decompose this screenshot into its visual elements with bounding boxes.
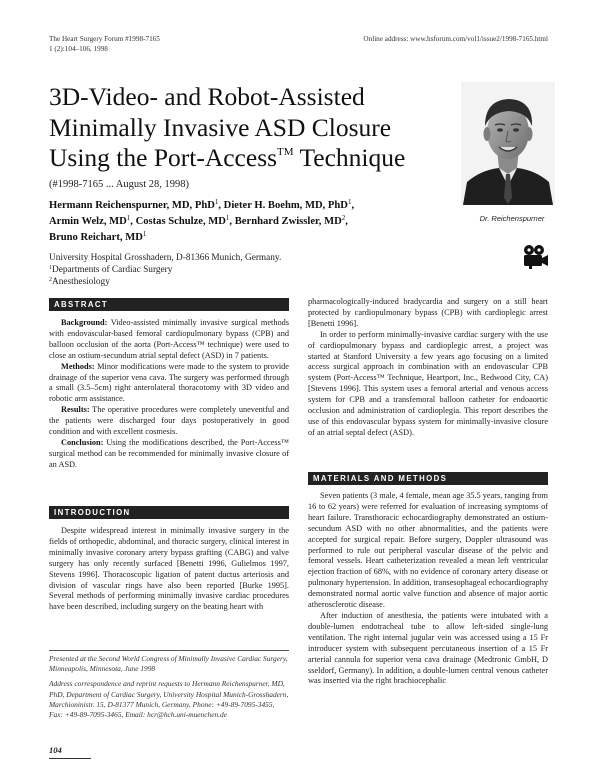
running-header-left (49, 35, 160, 54)
author-list: Hermann Reichenspurner, MD, PhD$^1$, Dieter H. Boehm, MD, PhD$^1$, Armin Welz, $MD^1$, Costas Schulze, $MD^1$, Bernhard Zwissler, $MD^2$, Bruno Reichart, $MD^1$ (49, 198, 355, 243)
introduction-body (49, 526, 289, 613)
online-address: Online address: www.hsforum.com/vol1/issue2/1998-7165.html (363, 35, 548, 43)
section-heading-introduction: INTRODUCTION (49, 506, 289, 519)
trademark-mark: TM (277, 146, 294, 158)
volume-info: 1 (2):104–106, 1998 (49, 44, 108, 53)
intro-paragraph-2: In order to perform minimally-invasive cardiac surgery with the use of cardiopulmonary bypass and cardioplegic arrest, a project was started at Stanford University a few years ago focusing on a limited access surgical approach in combination with an endovascular CPB system (Port-Access™ Technique, Heartport, Inc., Redwood City, CA) [Stevens 1996]. This system uses a femoral arterial and venous access system for CPB and a transfemoral balloon catheter for endoaortic occlusion and administration of cardioplegia. This report describes the use of this endovascular bypass system for minimally-invasive closure of an atrial septal defect (ASD). (308, 329, 548, 437)
page-number: 104 (49, 745, 62, 755)
institution: University Hospital Grosshadern, D-81366 Munich, Germany. (49, 253, 282, 263)
abstract-body (49, 318, 289, 471)
affiliation-1: $^1$Departments of Cardiac Surgery (49, 265, 173, 275)
methods-paragraph-1: Seven patients (3 male, 4 female, mean age 35.5 years, ranging from 16 to 62 years) were referred for evaluation of increasing symptoms of heart failure. Transthoracic echocardiography demonstrated an ostium-secundum ASD with no other abnormalities, and the patients were accepted for surgical repair. Before surgery, Doppler ultrasound was performed to rule out peripheral vascular disease of the pelvic and femoral vessels. Heart catheterization revealed a mean left ventricular ejection fraction of 68%, with no evidence of coronary artery disease or pulmonary hypertension. In addition, transesophageal echocardiography demonstrated normal aortic valve function and absence of major aortic atherosclerotic disease. (308, 491, 548, 610)
intro-continued-paragraph: pharmacologically-induced bradycardia and surgery on a still heart protected by cardiopulmonary bypass (CPB) with cardioplegic arrest [Benetti 1996]. (308, 297, 548, 328)
introduction-paragraph: Despite widespread interest in minimally invasive surgery in the fields of orthopedic, abdominal, and thoracic surgery, clinical interest in minimally invasive coronary artery bypass grafting (CABG) and valve surgery has only recently surfaced [Benetti 1996, Gulielmos 1997, Stevens 1996]. Thoracoscopic ligation of patent ductus arteriosis and division of vascular rings have also been reported [Burke 1995]. Several methods of performing minimally invasive cardiac procedures have been described, including surgery on the beating heart with (49, 526, 289, 612)
author: Dieter H. Boehm, MD, PhD (223, 200, 348, 211)
abstract-conclusion: Conclusion: Using the modifications described, the Port-Access™ surgical method can be recommended for minimally invasive closure of an ASD. (49, 437, 289, 469)
journal-name: The Heart Surgery Forum #1998-7165 (49, 35, 160, 43)
author: Bruno Reichart, MD (49, 231, 143, 243)
abstract-results: Results: The operative procedures were completely uneventful and the patients were discharged four days postoperatively in good condition and with excellent cosmesis. (49, 405, 289, 437)
title-line-2: Minimally Invasive ASD Closure (49, 112, 392, 142)
author: Costas Schulze, MD (135, 215, 226, 227)
abstract-background: Background: Video-assisted minimally invasive surgical methods with endovascular-based femoral cardiopulmonary bypass (CPB) and balloon occlusion of the aorta (Port-Access™ technique) were used to close an ostium-secundum atrial septal defect (ASD) in 7 patients. (49, 318, 289, 360)
author: Hermann Reichenspurner, MD, PhD (49, 200, 215, 211)
title-line-3: Using the Port-Access™ Technique (49, 143, 406, 172)
correspondence-address: Address correspondence and reprint requests to Hermann Reichenspurner, MD, PhD, Department of Cardiac Surgery, University Hospital Munich-Grosshadern, Marchioninistr. 15, D-81377 Munich, Germany, Phone: +49-89-7095-3455, Fax: +49-89-7095-3465, Email: hcr@hch.uni-muenchen.de (49, 679, 289, 720)
section-heading-abstract: ABSTRACT (49, 298, 289, 311)
article-title (49, 82, 449, 174)
article-id-date: (#1998-7165 ... August 28, 1998) (49, 179, 189, 190)
presented-note: Presented at the Second World Congress of Minimally Invasive Cardiac Surgery, Minneapolis, Minnesota, June 1998 (49, 654, 288, 674)
author-portrait-image (461, 82, 555, 205)
materials-methods-body (308, 491, 548, 687)
abstract-methods: Methods: Minor modifications were made to the system to provide drainage of the superior vena cava. The surgery was performed through a small (3.5–5cm) right anterolateral thoracotomy with 3D video and robotic arm assistance. (49, 361, 289, 404)
page-number-rule (49, 758, 91, 759)
video-camera-icon[interactable] (521, 244, 549, 270)
author: Bernhard Zwissler, MD (234, 215, 342, 227)
affiliations (49, 252, 281, 288)
methods-paragraph-2: After induction of anesthesia, the patients were intubated with a double-lumen endotracheal tube to allow left-sided single-lung ventilation. The right internal jugular vein was accessed using a 15 Fr introducer system with subsequent percutaneous insertion of a 15 Fr arterial cannula for superior vena cava drainage (Medtronic GmbH, D sseldorf, Germany). In addition, a double-lumen central venous catheter was inserted via the right brachiocephalic (308, 610, 548, 686)
author-photo (461, 82, 555, 205)
section-heading-materials-methods: MATERIALS AND METHODS (308, 472, 548, 485)
affiliation-2: $^2$Anesthesiology (49, 277, 110, 287)
photo-caption: Dr. Reichenspurner (479, 214, 545, 223)
right-column-intro-continued (308, 297, 548, 439)
author: Armin Welz, MD (49, 215, 127, 227)
title-line-1: 3D-Video- and Robot-Assisted (49, 82, 365, 111)
footnote (49, 650, 289, 725)
